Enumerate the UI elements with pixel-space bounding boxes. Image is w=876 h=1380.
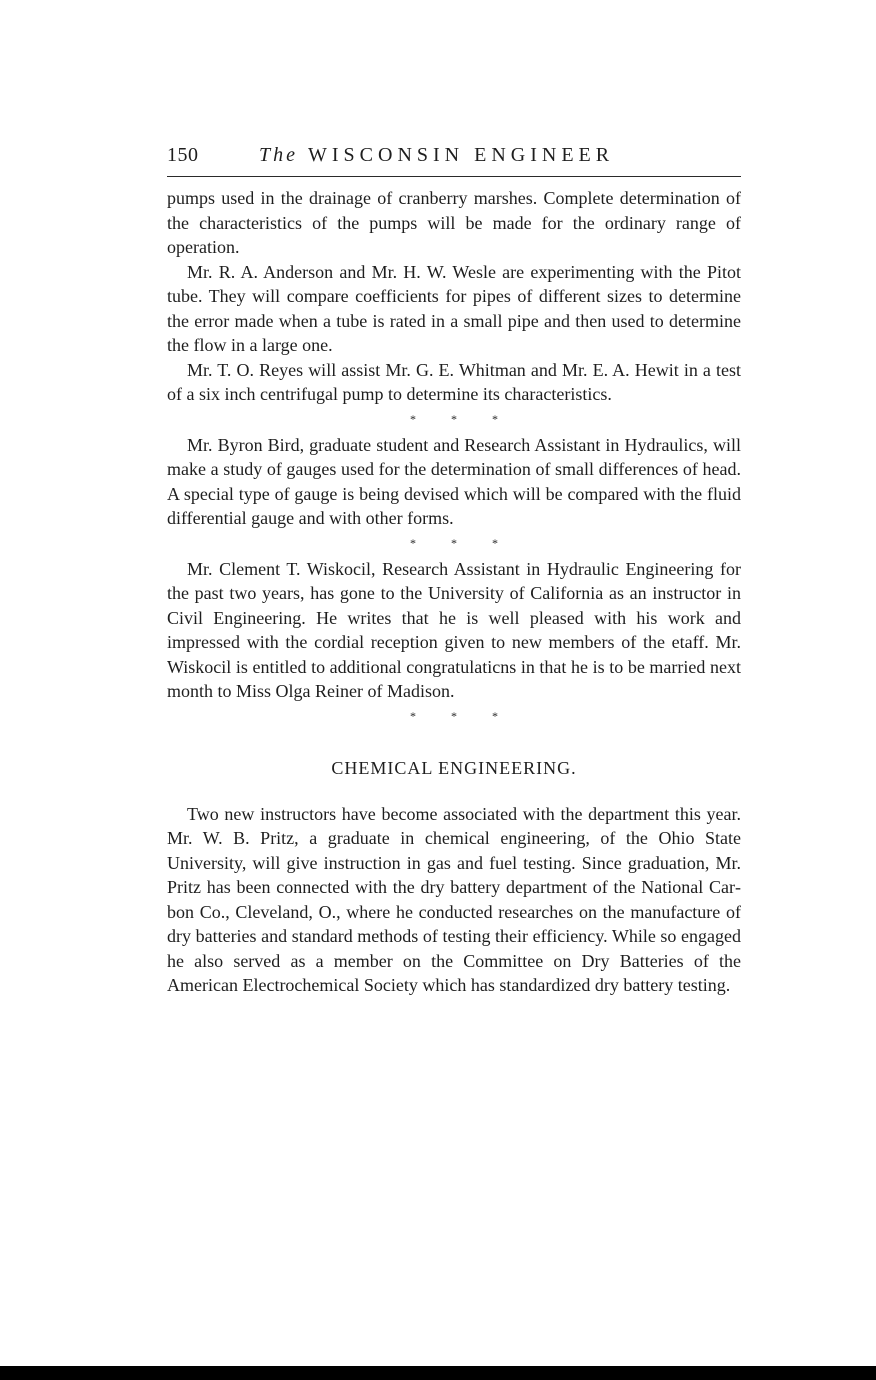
paragraph-reyes: Mr. T. O. Reyes will assist Mr. G. E. Whitman and Mr. E. A. Hewit in a test of a six inch centrifugal pump to determine its characteristics.: [167, 359, 741, 404]
paragraph-wiskocil: Mr. Clement T. Wiskocil, Research Assistant in Hydraulic Engineering for the past two years, has gone to the University of California as an instructor in Civil Engineering. He writes that he is well pleased with his work and impressed with the cordial reception given to new members of the etaff. Mr. Wiskocil is entitled to additional congratulaticns in that he is to be married next month to Miss Olga Reiner of Madison.: [167, 558, 741, 701]
paragraph-anderson: Mr. R. A. Anderson and Mr. H. W. Wesle are experimenting with the Pitot tube. They will compare coefficients for pipes of different sizes to determine the error made when a tube is rated in a small pipe and then used to determine the flow in a large one.: [167, 261, 741, 355]
running-title-the: The: [259, 144, 298, 166]
separator-stars: * * *: [410, 708, 514, 723]
separator-stars: * * *: [410, 535, 514, 550]
section-heading: CHEMICAL ENGINEERING.: [331, 757, 577, 778]
separator-stars: * * *: [410, 411, 514, 426]
page-number: 150: [167, 144, 199, 166]
text-column: [167, 186, 741, 998]
running-title: [259, 144, 614, 167]
paragraph-bird: Mr. Byron Bird, graduate student and Research Assistant in Hydraulics, will make a study of gauges used for the determination of small differences of head. A special type of gauge is being devised which will be compared with the fluid differential gauge and with other forms.: [167, 434, 741, 528]
header-rule: [167, 176, 741, 177]
running-title-main: WISCONSIN ENGINEER: [308, 144, 615, 166]
paragraph-chemical: Two new instructors have become associated with the department this year. Mr. W. B. Pritz, a graduate in chemical engineering, of the Ohio State University, will give instruction in gas and fuel testing. Since graduation, Mr. Pritz has been connected with the dry battery department of the National Carbon Co., Cleveland, O., where he conducted researches on the manufacture of dry batteries and standard methods of testing their efficiency. While so engaged he also served as a member on the Committee on Dry Batteries of the American Electrochemical Society which has standardized dry battery testing.: [167, 803, 741, 995]
paragraph-pumps: pumps used in the drainage of cranberry marshes. Complete determination of the characteristics of the pumps will be made for the ordinary range of operation.: [167, 188, 741, 257]
running-header: [167, 142, 741, 172]
scan-bottom-edge: [0, 1366, 876, 1380]
